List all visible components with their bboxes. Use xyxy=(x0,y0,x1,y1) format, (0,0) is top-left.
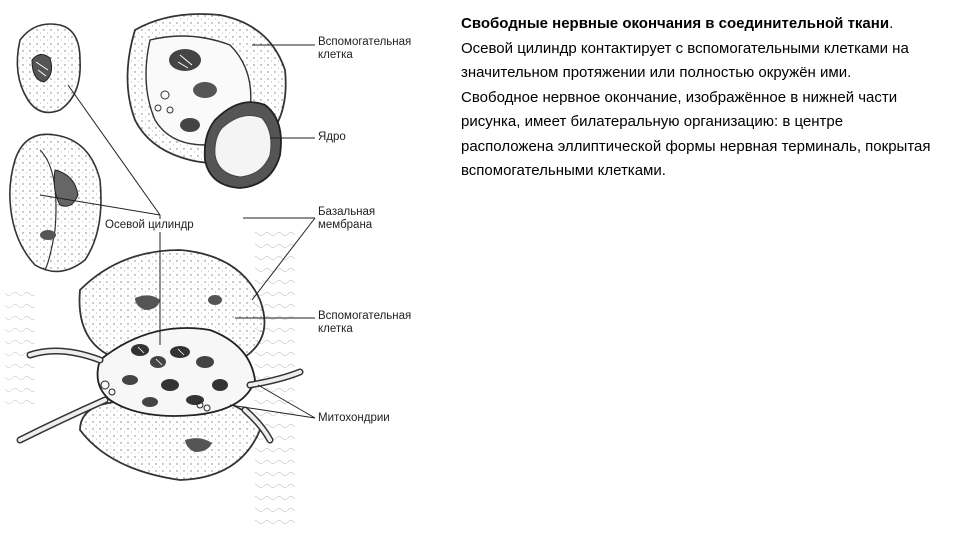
label-aux-cell-top xyxy=(318,36,411,62)
nerve-ending-illustration xyxy=(0,0,450,540)
label-nucleus: Ядро xyxy=(318,131,346,143)
label-basal-membrane xyxy=(318,206,375,232)
label-basal-membrane-line1: Базальная xyxy=(318,206,376,218)
label-aux-cell-bottom-line1: Вспомогательная xyxy=(318,310,412,322)
label-axial-cylinder: Осевой цилиндр xyxy=(105,219,194,231)
caption-bold: Свободные нервные окончания в соединительной ткани xyxy=(461,15,890,32)
connective-fibers-left xyxy=(5,290,35,410)
caption-text xyxy=(461,12,931,184)
label-aux-cell-bottom xyxy=(318,310,411,336)
label-basal-membrane-line2: мембрана xyxy=(318,219,373,231)
label-aux-cell-bottom-line2: клетка xyxy=(318,323,353,335)
label-aux-cell-top-line1: Вспомогательная xyxy=(318,36,412,48)
small-cell-top-left xyxy=(17,24,80,112)
label-aux-cell-top-line2: клетка xyxy=(318,49,353,61)
label-mitochondria: Митохондрии xyxy=(318,412,390,424)
caption-body: . Осевой цилиндр контактирует с вспомогательными клетками на значительном протяжении или полностью окружён ими. Свободное нервное окончание, изображённое в нижней части рисунка, имеет билатеральную организацию: в центре расположена эллиптической формы нервная терминаль, покрытая вспомогательными клетками. xyxy=(461,15,931,179)
illustration-drawing xyxy=(0,0,450,540)
